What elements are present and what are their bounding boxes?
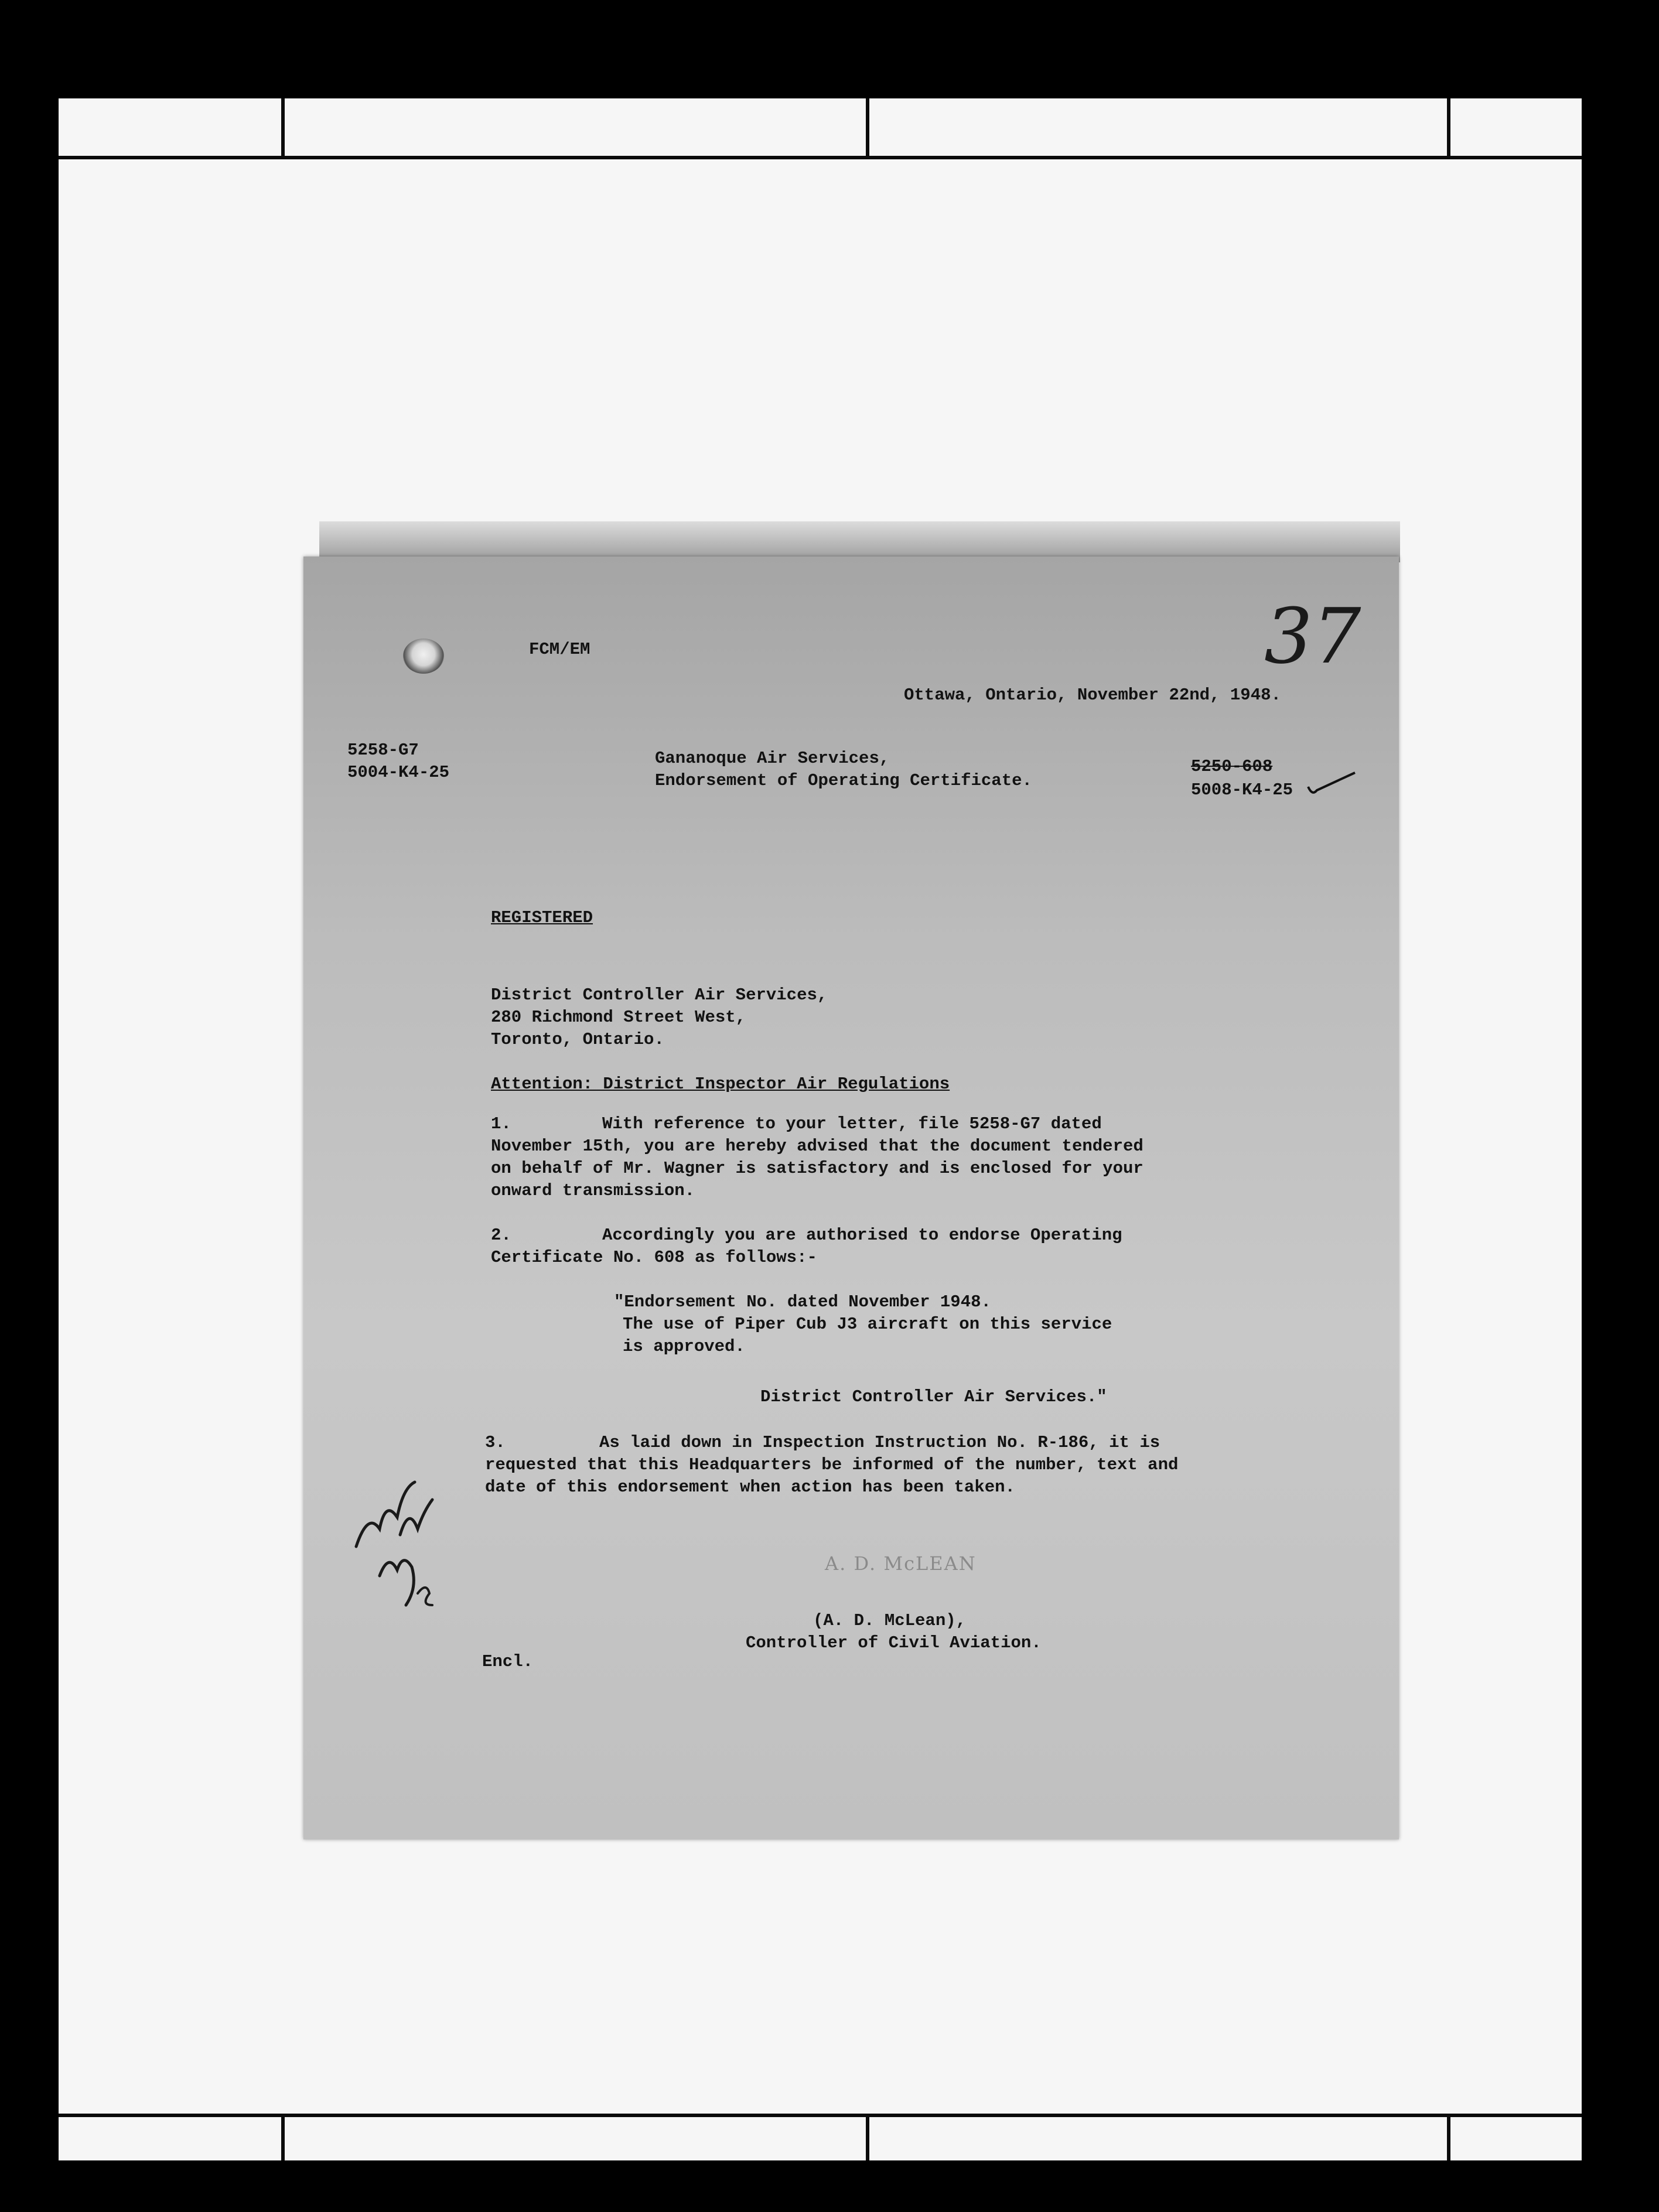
paragraph-line: As laid down in Inspection Instruction No. R-186, it is (599, 1433, 1160, 1452)
paragraph-line: November 15th, you are hereby advised that the document tendered (491, 1136, 1143, 1156)
paragraph-line: With reference to your letter, file 5258-G7 dated (602, 1114, 1102, 1134)
place-date: Ottawa, Ontario, November 22nd, 1948. (904, 685, 1281, 705)
paragraph-line: on behalf of Mr. Wagner is satisfactory and is enclosed for your (491, 1159, 1143, 1178)
letter-page (303, 557, 1399, 1839)
quoted-endorsement: is approved. (623, 1337, 745, 1356)
frame-bottom-rule (59, 2114, 1582, 2117)
punch-hole (403, 639, 444, 674)
paragraph-number: 1. (491, 1114, 511, 1134)
signature-stamp: A. D. McLEAN (825, 1552, 977, 1575)
frame-divider (1447, 98, 1450, 156)
frame-divider (281, 98, 285, 156)
page-number: 37 (1264, 592, 1361, 681)
check-mark-icon (1305, 770, 1358, 800)
signatory-title: Controller of Civil Aviation. (746, 1633, 1042, 1653)
file-number-right: 5250-608 (1191, 757, 1273, 776)
frame-divider (866, 98, 869, 156)
paragraph-line: onward transmission. (491, 1181, 695, 1200)
handwritten-annotation (344, 1465, 438, 1611)
address-line: District Controller Air Services, (491, 985, 828, 1005)
paragraph-number: 3. (485, 1433, 506, 1452)
file-number-left: 5258-G7 (347, 740, 419, 760)
enclosure-note: Encl. (482, 1652, 534, 1671)
quoted-endorsement: The use of Piper Cub J3 aircraft on this service (623, 1315, 1112, 1334)
reference-initials: FCM/EM (529, 640, 590, 659)
address-line: 280 Richmond Street West, (491, 1008, 746, 1027)
subject-line: Endorsement of Operating Certificate. (655, 771, 1032, 790)
paragraph-number: 2. (491, 1226, 511, 1245)
paragraph-line: Accordingly you are authorised to endorse Operating (602, 1226, 1122, 1245)
address-line: Toronto, Ontario. (491, 1030, 664, 1049)
quoted-signoff: District Controller Air Services." (760, 1387, 1107, 1407)
file-number-left: 5004-K4-25 (347, 763, 450, 782)
file-number-right: 5008-K4-25 (1191, 780, 1293, 800)
frame-divider (866, 2117, 869, 2160)
signatory-name: (A. D. McLean), (813, 1611, 967, 1630)
registered-label: REGISTERED (491, 908, 593, 927)
subject-line: Gananoque Air Services, (655, 749, 890, 768)
paragraph-line: requested that this Headquarters be informed of the number, text and (485, 1455, 1179, 1474)
paragraph-line: date of this endorsement when action has been taken. (485, 1477, 1015, 1497)
frame-top-rule (59, 156, 1582, 159)
frame-divider (1447, 2117, 1450, 2160)
frame-divider (281, 2117, 285, 2160)
paragraph-line: Certificate No. 608 as follows:- (491, 1248, 817, 1267)
attention-line: Attention: District Inspector Air Regulations (491, 1074, 950, 1094)
quoted-endorsement: "Endorsement No. dated November 1948. (614, 1292, 991, 1312)
